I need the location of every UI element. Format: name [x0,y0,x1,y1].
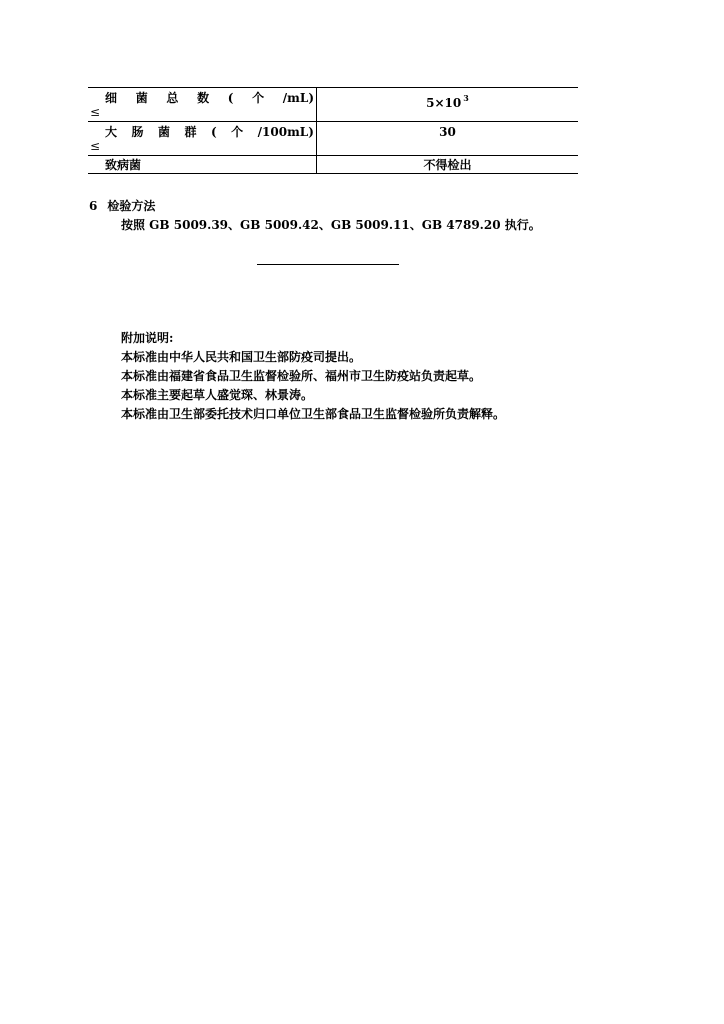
notes-line: 本标准由中华人民共和国卫生部防疫司提出。 [121,350,362,364]
section-number: 6 [89,199,98,213]
notes-line: 本标准主要起草人盛觉琛、林景涛。 [121,388,314,402]
limit-symbol: ≤ [90,139,101,153]
value-text: 不得检出 [423,158,472,172]
value-cell [317,156,579,174]
table-row [88,122,578,156]
notes-heading: 附加说明: [121,331,174,345]
item-cell [88,156,317,174]
item-label: 致病菌 [105,158,142,172]
section-text: 按照 GB 5009.39、GB 5009.42、GB 5009.11、GB 4789.20 执行。 [121,218,541,232]
end-rule [257,264,399,265]
additional-notes [121,329,505,424]
table-row [88,88,578,122]
table-row [88,156,578,174]
item-cell [88,88,317,122]
section-heading [89,197,155,214]
item-label: 细 菌 总 数 ( 个 /mL) [105,91,314,105]
section-title: 检验方法 [107,199,156,213]
value-exponent: 3 [463,93,469,103]
limit-symbol: ≤ [90,105,101,119]
value-text: 30 [439,125,456,139]
value-cell [317,122,579,156]
notes-line: 本标准由卫生部委托技术归口单位卫生部食品卫生监督检验所负责解释。 [121,407,506,421]
item-label: 大 肠 菌 群 ( 个 /100mL) [105,125,314,139]
value-text: 5×10 [426,96,462,110]
notes-line: 本标准由福建省食品卫生监督检验所、福州市卫生防疫站负责起草。 [121,369,482,383]
value-cell [317,88,579,122]
microbial-limits-table [88,87,578,174]
item-cell [88,122,317,156]
